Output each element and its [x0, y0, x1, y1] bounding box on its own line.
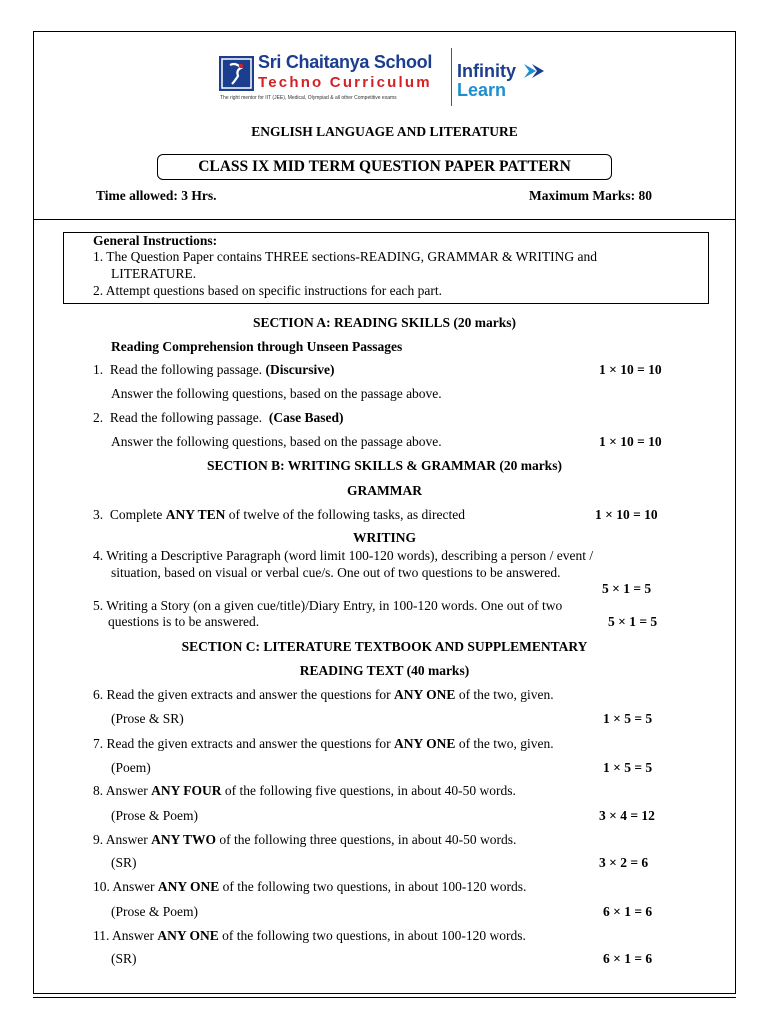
writing-heading: WRITING — [352, 530, 416, 545]
question-9-marks: 3 × 2 = 6 — [599, 855, 649, 870]
question-emphasis: ANY ONE — [157, 879, 220, 894]
question-number: 3. — [93, 507, 104, 522]
instruction-2: 2. Attempt questions based on specific instructions for each part. — [93, 283, 443, 298]
curriculum-name: Techno Curriculum — [258, 74, 432, 91]
question-emphasis: ANY TEN — [165, 507, 226, 522]
section-c-title: SECTION C: LITERATURE TEXTBOOK AND SUPPLEMENTARY — [181, 639, 588, 654]
question-8 — [93, 783, 516, 799]
question-text-end: of the following three questions, in about 40-50 words. — [219, 832, 517, 847]
question-3 — [93, 507, 465, 523]
subject-title: ENGLISH LANGUAGE AND LITERATURE — [251, 124, 518, 139]
question-text-end: of the following two questions, in about 100-120 words. — [222, 928, 526, 943]
paper-title: CLASS IX MID TERM QUESTION PAPER PATTERN — [157, 154, 612, 180]
question-5: 5. Writing a Story (on a given cue/title)/Diary Entry, in 100-120 words. One out of two — [93, 598, 563, 613]
question-11 — [93, 928, 526, 944]
question-2 — [93, 410, 343, 426]
section-c-title-cont: READING TEXT (40 marks) — [299, 663, 470, 678]
question-7 — [93, 736, 554, 752]
question-text: 8. Answer — [93, 783, 148, 798]
question-text-end: of the following five questions, in about 40-50 words. — [224, 783, 516, 798]
question-text-end: of the two, given. — [458, 687, 554, 702]
question-8-sub: (Prose & Poem) — [111, 808, 198, 823]
question-3-marks: 1 × 10 = 10 — [595, 507, 658, 522]
question-1-marks: 1 × 10 = 10 — [599, 362, 662, 377]
school-name: Sri Chaitanya School — [258, 52, 433, 72]
question-10-sub: (Prose & Poem) — [111, 904, 198, 919]
question-6-marks: 1 × 5 = 5 — [603, 711, 653, 726]
question-text-end: of twelve of the following tasks, as directed — [228, 507, 465, 522]
question-emphasis: ANY ONE — [394, 736, 456, 751]
school-emblem-icon — [219, 56, 254, 91]
question-type: (Discursive) — [265, 362, 335, 377]
section-b-title: SECTION B: WRITING SKILLS & GRAMMAR (20 marks) — [207, 458, 562, 473]
question-text: 6. Read the given extracts and answer the questions for — [93, 687, 391, 702]
question-number: 2. — [93, 410, 104, 425]
question-9 — [93, 832, 516, 848]
question-2-marks: 1 × 10 = 10 — [599, 434, 662, 449]
question-4-cont: situation, based on visual or verbal cue/s. One out of two questions to be answered. — [111, 565, 561, 580]
logo-separator — [451, 48, 452, 106]
grammar-heading: GRAMMAR — [347, 483, 422, 498]
question-5-cont: questions is to be answered. — [108, 614, 260, 629]
question-4: 4. Writing a Descriptive Paragraph (word limit 100-120 words), describing a person / event / — [93, 548, 594, 563]
question-2-sub: Answer the following questions, based on the passage above. — [111, 434, 442, 449]
instruction-1-cont: LITERATURE. — [111, 266, 197, 281]
section-a-title: SECTION A: READING SKILLS (20 marks) — [253, 315, 516, 330]
question-11-sub: (SR) — [111, 951, 137, 966]
instruction-1: 1. The Question Paper contains THREE sections-READING, GRAMMAR & WRITING and — [93, 249, 597, 264]
header-divider — [33, 219, 736, 220]
question-6-sub: (Prose & SR) — [111, 711, 184, 726]
section-a-subtitle: Reading Comprehension through Unseen Passages — [111, 339, 403, 354]
question-text: 10. Answer — [93, 879, 155, 894]
question-11-marks: 6 × 1 = 6 — [603, 951, 653, 966]
question-text: Complete — [109, 507, 163, 522]
maximum-marks: Maximum Marks: 80 — [529, 188, 652, 203]
question-text-end: of the two, given. — [458, 736, 554, 751]
question-text: 7. Read the given extracts and answer the questions for — [93, 736, 391, 751]
question-1-sub: Answer the following questions, based on the passage above. — [111, 386, 442, 401]
question-emphasis: ANY FOUR — [151, 783, 222, 798]
question-1 — [93, 362, 334, 378]
logo-tagline: The right mentor for IIT (JEE), Medical, Olympiad & all other Competitive exams — [220, 95, 397, 101]
question-7-marks: 1 × 5 = 5 — [603, 760, 653, 775]
question-text-end: of the following two questions, in about 100-120 words. — [222, 879, 527, 894]
question-emphasis: ANY TWO — [151, 832, 217, 847]
page-border-bottom — [33, 997, 736, 998]
question-text: Read the following passage. — [109, 362, 263, 377]
time-allowed: Time allowed: 3 Hrs. — [96, 188, 217, 203]
instructions-heading: General Instructions: — [93, 233, 218, 248]
school-logo — [219, 48, 549, 108]
question-emphasis: ANY ONE — [394, 687, 456, 702]
question-type: (Case Based) — [268, 410, 344, 425]
question-5-marks: 5 × 1 = 5 — [608, 614, 658, 629]
question-10 — [93, 879, 526, 895]
question-8-marks: 3 × 4 = 12 — [599, 808, 655, 823]
question-text: Read the following passage. — [109, 410, 263, 425]
question-text: 11. Answer — [93, 928, 154, 943]
question-9-sub: (SR) — [111, 855, 137, 870]
question-6 — [93, 687, 554, 703]
question-10-marks: 6 × 1 = 6 — [603, 904, 653, 919]
infinity-arrow-icon — [522, 60, 548, 82]
question-4-marks: 5 × 1 = 5 — [602, 581, 652, 596]
question-emphasis: ANY ONE — [157, 928, 219, 943]
question-text: 9. Answer — [93, 832, 148, 847]
question-7-sub: (Poem) — [111, 760, 151, 775]
partner-name-line2: Learn — [457, 80, 507, 100]
partner-name-line1: Infinity — [457, 61, 516, 81]
question-number: 1. — [93, 362, 104, 377]
